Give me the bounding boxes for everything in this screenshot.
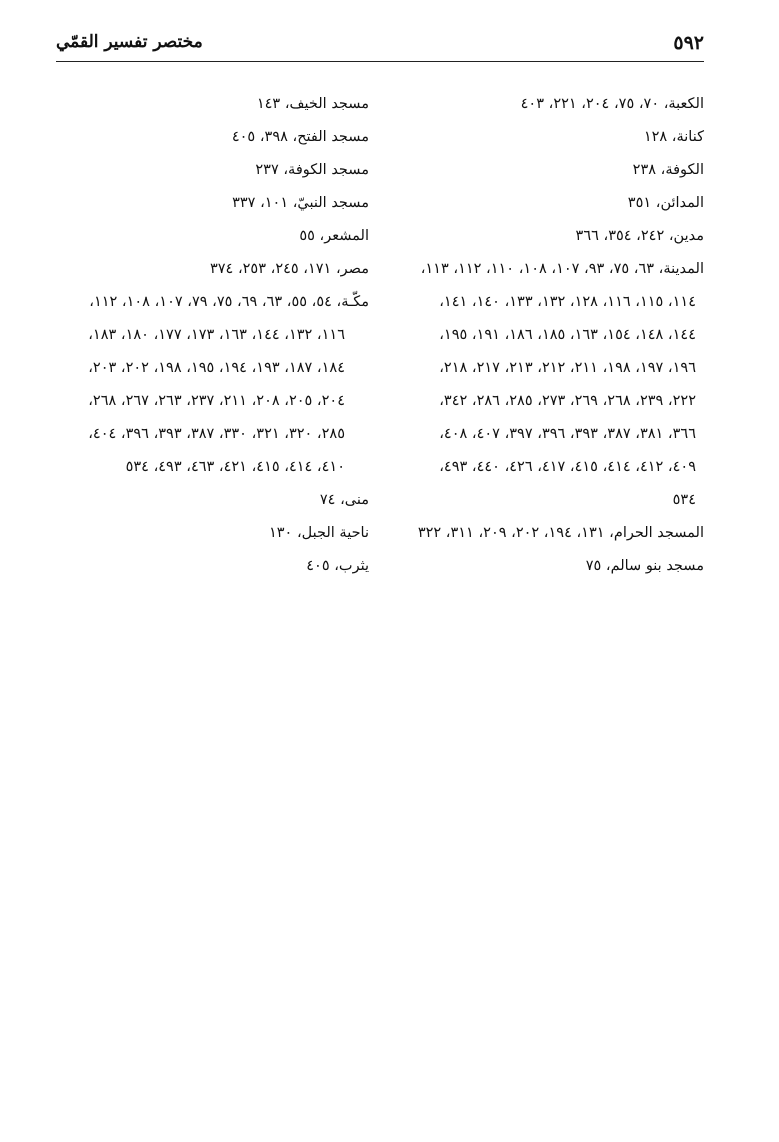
- header-divider: [56, 61, 704, 62]
- index-column-right: [404, 88, 704, 583]
- index-entry-continuation: ٢٠٤، ٢٠٥، ٢٠٨، ٢١١، ٢٣٧، ٢٦٣، ٢٦٧، ٢٦٨،: [88, 393, 345, 409]
- index-entry-continuation: ٤٠٩، ٤١٢، ٤١٤، ٤١٥، ٤١٧، ٤٢٦، ٤٤٠، ٤٩٣،: [439, 459, 696, 475]
- index-entry: كنانة، ١٢٨: [643, 129, 704, 145]
- index-entry: منى، ٧٤: [319, 492, 369, 508]
- index-entry: المدائن، ٣٥١: [627, 195, 704, 211]
- index-entry: الكوفة، ٢٣٨: [632, 162, 704, 178]
- index-entry: مسجد بنو سالم، ٧٥: [585, 558, 704, 574]
- index-entry: الكعبة، ٧٠، ٧٥، ٢٠٤، ٢٢١، ٤٠٣: [520, 96, 704, 112]
- page-header: [56, 28, 704, 58]
- index-entry: مسجد الفتح، ٣٩٨، ٤٠٥: [231, 129, 369, 145]
- index-entry-continuation: ١١٤، ١١٥، ١١٦، ١٢٨، ١٣٢، ١٣٣، ١٤٠، ١٤١،: [439, 294, 696, 310]
- index-entry: مدين، ٢٤٢، ٣٥٤، ٣٦٦: [575, 228, 704, 244]
- index-entry-continuation: ٤١٠، ٤١٤، ٤١٥، ٤٢١، ٤٦٣، ٤٩٣، ٥٣٤: [125, 459, 345, 475]
- index-column-left: [69, 88, 369, 583]
- index-entry: ناحية الجبل، ١٣٠: [268, 525, 369, 541]
- index-entry-continuation: ١٤٤، ١٤٨، ١٥٤، ١٦٣، ١٨٥، ١٨٦، ١٩١، ١٩٥،: [439, 327, 696, 343]
- index-entry-continuation: ٢٨٥، ٣٢٠، ٣٢١، ٣٣٠، ٣٨٧، ٣٩٣، ٣٩٦، ٤٠٤،: [88, 426, 345, 442]
- page-number: ٥٩٢: [673, 32, 704, 54]
- index-entry: مكّـة، ٥٤، ٥٥، ٦٣، ٦٩، ٧٥، ٧٩، ١٠٧، ١٠٨، ١١٢،: [89, 294, 369, 310]
- index-entry: المسجد الحرام، ١٣١، ١٩٤، ٢٠٢، ٢٠٩، ٣١١، ٣٢٢: [417, 525, 704, 541]
- running-title: مختصر تفسير القمّي: [56, 32, 203, 52]
- index-entry-continuation: ١٩٦، ١٩٧، ١٩٨، ٢١١، ٢١٢، ٢١٣، ٢١٧، ٢١٨،: [439, 360, 696, 376]
- index-entry: المدينة، ٦٣، ٧٥، ٩٣، ١٠٧، ١٠٨، ١١٠، ١١٢، ١١٣،: [420, 261, 704, 277]
- index-entry: مسجد النبيّ، ١٠١، ٣٣٧: [232, 195, 369, 211]
- index-entry: المشعر، ٥٥: [299, 228, 369, 244]
- index-entry-continuation: ٥٣٤: [672, 492, 696, 508]
- index-entry: مصر، ١٧١، ٢٤٥، ٢٥٣، ٣٧٤: [209, 261, 369, 277]
- index-entry-continuation: ٢٢٢، ٢٣٩، ٢٦٨، ٢٦٩، ٢٧٣، ٢٨٥، ٢٨٦، ٣٤٢،: [439, 393, 696, 409]
- index-entry: مسجد الكوفة، ٢٣٧: [255, 162, 369, 178]
- index-entry: مسجد الخيف، ١٤٣: [256, 96, 369, 112]
- index-entry-continuation: ٣٦٦، ٣٨١، ٣٨٧، ٣٩٣، ٣٩٦، ٣٩٧، ٤٠٧، ٤٠٨،: [439, 426, 696, 442]
- index-entry-continuation: ١١٦، ١٣٢، ١٤٤، ١٦٣، ١٧٣، ١٧٧، ١٨٠، ١٨٣،: [88, 327, 345, 343]
- index-entry: يثرب، ٤٠٥: [306, 558, 369, 574]
- index-entry-continuation: ١٨٤، ١٨٧، ١٩٣، ١٩٤، ١٩٥، ١٩٨، ٢٠٢، ٢٠٣،: [88, 360, 345, 376]
